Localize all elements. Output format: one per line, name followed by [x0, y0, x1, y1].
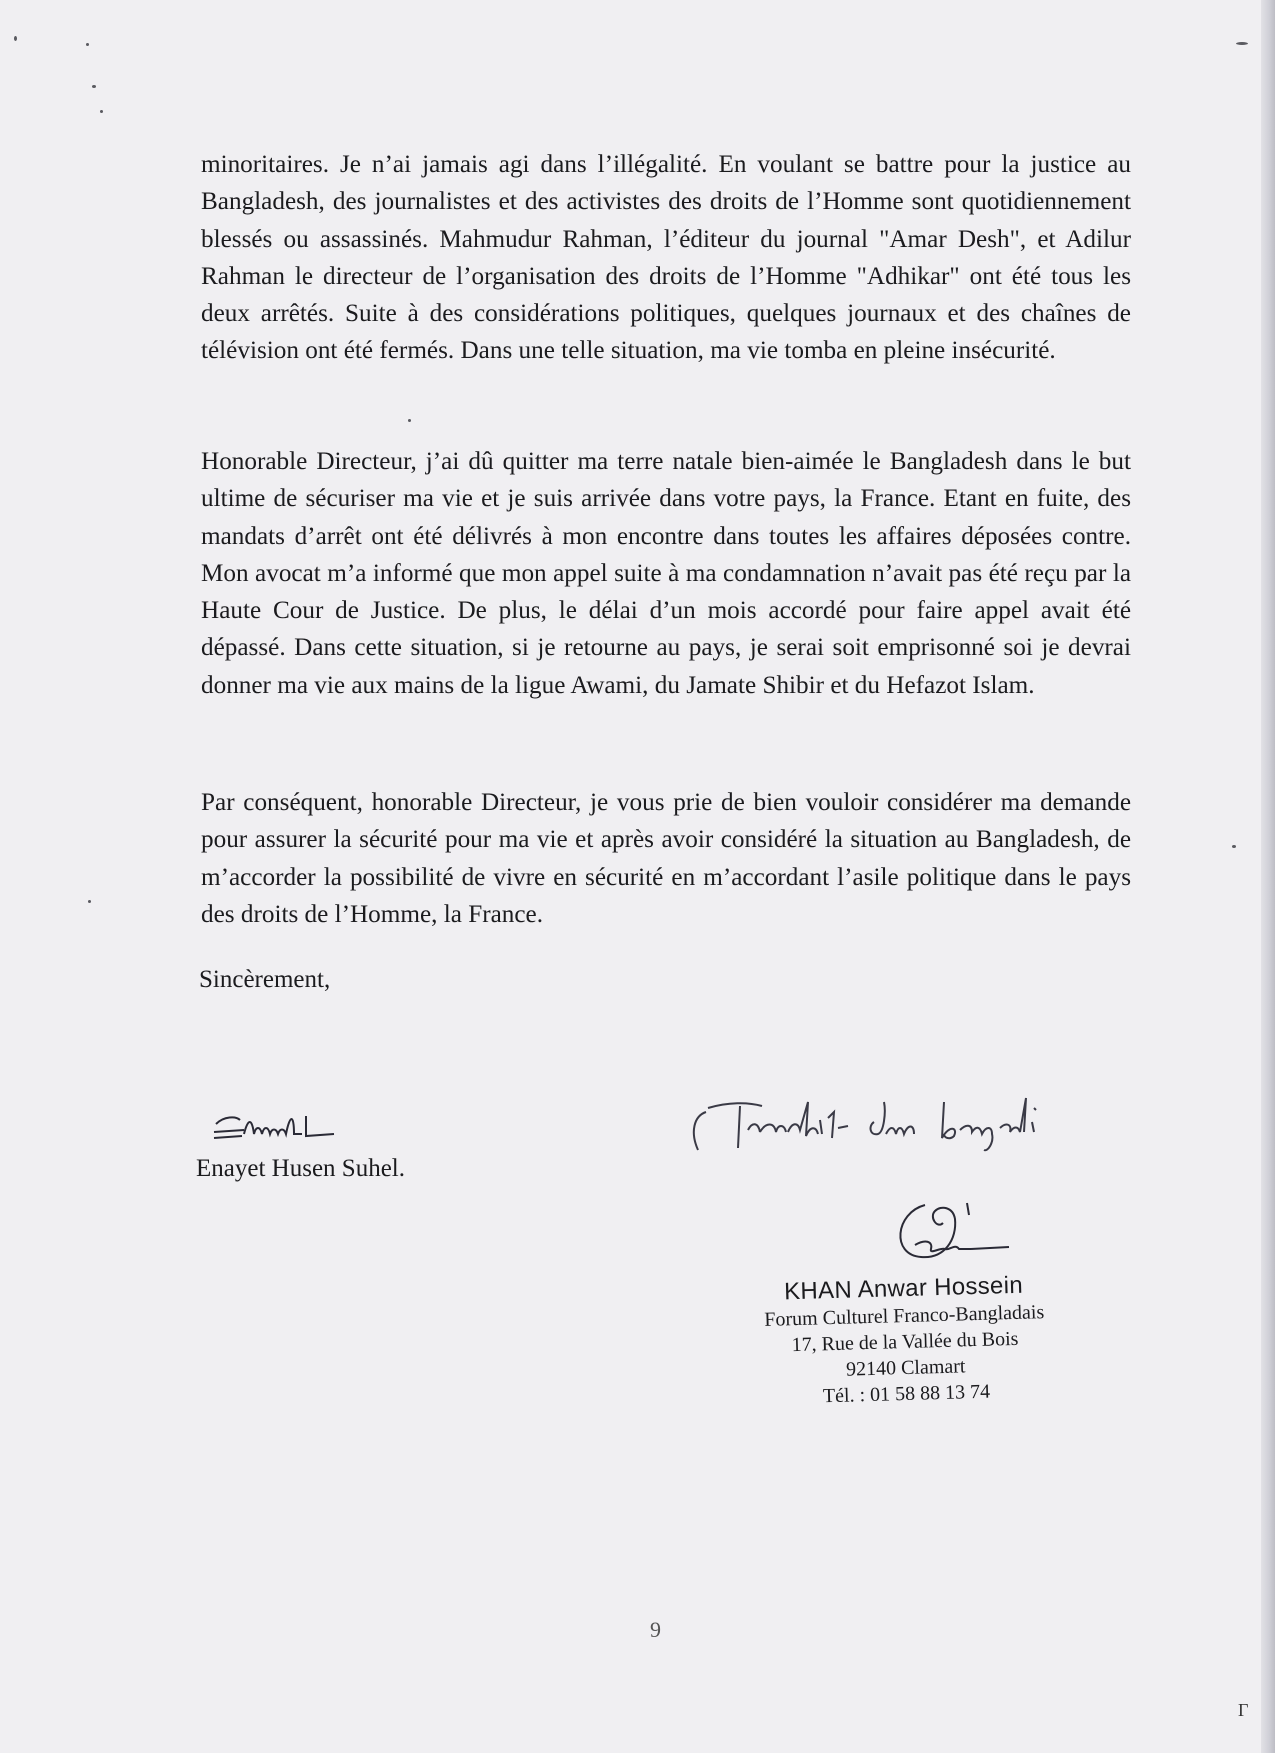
scan-edge-shadow — [1261, 0, 1275, 1753]
scan-speck — [14, 36, 17, 41]
letter-paragraph-3: Par conséquent, honorable Directeur, je vous prie de bien vouloir considérer ma demande pour assurer la sécurité pour ma vie et après avoir considéré la situation au Bangladesh, de m’accorder la possibilité de vivre en sécurité en m’accordant l’asile politique dans le pays des droits de l’Homme, la France. — [201, 789, 1131, 928]
translator-organization: Forum Culturel Franco-Bangladais — [764, 1301, 1045, 1331]
scan-speck — [100, 110, 103, 113]
scan-speck — [408, 419, 411, 422]
scan-speck — [1232, 845, 1236, 848]
signer-name: Enayet Husen Suhel. — [196, 1155, 405, 1182]
letter-paragraph-1: minoritaires. Je n’ai jamais agi dans l’illégalité. En voulant se battre pour la justice au Bangladesh, des journalistes et des activistes des droits de l’Homme sont quotidiennement blessés ou assassinés. Mahmudur Rahman, l’éditeur du journal "Amar Desh", et Adilur Rahman le directeur de l’organisation des droits de l’Homme "Adhikar" ont été tous les deux arrêtés. Suite à des considérations politiques, quelques journaux et des chaînes de télévision ont été fermés. Dans une telle situation, ma vie tomba en pleine insécurité. — [201, 151, 1131, 365]
scan-speck — [88, 900, 91, 903]
scan-speck — [86, 43, 89, 46]
scan-speck — [92, 85, 96, 88]
handwritten-translation-note — [688, 1072, 1098, 1182]
translator-phone: Tél. : 01 58 88 13 74 — [822, 1380, 991, 1408]
corner-mark: Γ — [1238, 1700, 1249, 1720]
translator-signature — [885, 1195, 1015, 1275]
closing-salutation: Sincèrement, — [199, 966, 331, 993]
translator-name: KHAN Anwar Hossein — [783, 1271, 1024, 1306]
signer-signature — [210, 1108, 345, 1148]
scan-speck — [1236, 42, 1248, 45]
translator-city: 92140 Clamart — [845, 1355, 966, 1381]
page-number: 9 — [650, 1617, 661, 1642]
translator-stamp — [733, 1270, 1077, 1411]
translator-street: 17, Rue de la Vallée du Bois — [791, 1327, 1019, 1357]
letter-paragraph-2: Honorable Directeur, j’ai dû quitter ma terre natale bien-aimée le Bangladesh dans le but ultime de sécuriser ma vie et je suis arrivée dans votre pays, la France. Etant en fuite, des mandats d’arrêt ont été délivrés à mon encontre dans toutes les affaires déposées contre. Mon avocat m’a informé que mon appel suite à ma condamnation n’avait pas été reçu par la Haute Cour de Justice. De plus, le délai d’un mois accordé pour faire appel avait été dépassé. Dans cette situation, si je retourne au pays, je serai soit emprisonné soi je devrai donner ma vie aux mains de la ligue Awami, du Jamate Shibir et du Hefazot Islam. — [201, 448, 1131, 699]
